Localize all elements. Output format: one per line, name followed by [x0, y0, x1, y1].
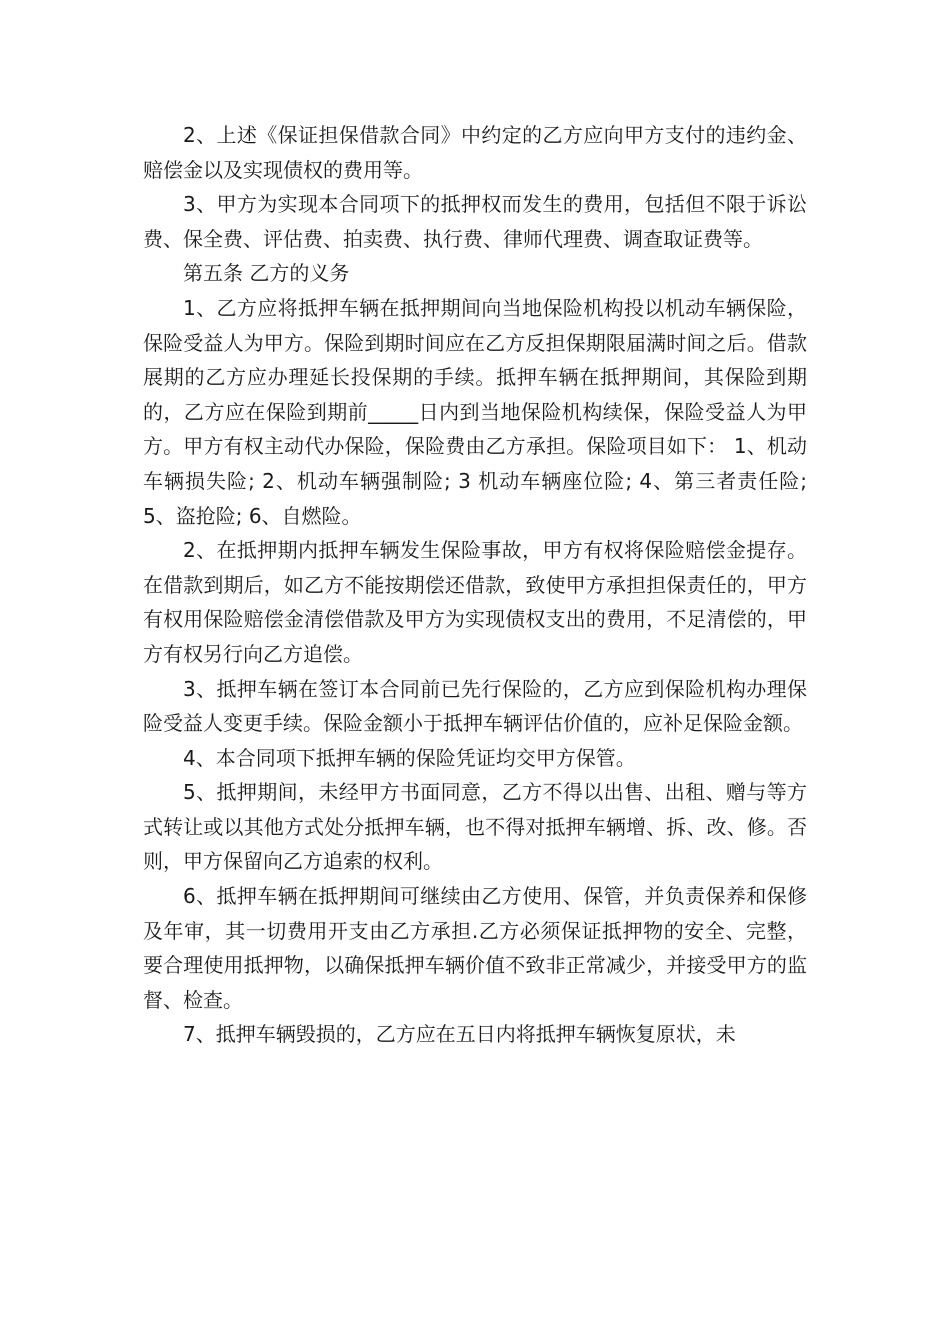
clause-5-item-4: 4、本合同项下抵押车辆的保险凭证均交甲方保管。	[183, 745, 636, 770]
clause-5-item-3: 3、抵押车辆在签订本合同前已先行保险的，乙方应到保险机构办理保险受益人变更手续。保险金额小于抵押车辆评估价值的，应补足保险金额。	[143, 676, 807, 736]
clause-5-item-7: 7、抵押车辆毁损的，乙方应在五日内将抵押车辆恢复原状，未	[183, 1022, 736, 1047]
clause-5-item-5: 5、抵押期间，未经甲方书面同意，乙方不得以出售、出租、赠与等方式转让或以其他方式处分抵押车辆，也不得对抵押车辆增、拆、改、修。否则，甲方保留向乙方追索的权利。	[143, 780, 807, 874]
clause-4-item-3: 3、甲方为实现本合同项下的抵押权而发生的费用，包括但不限于诉讼费、保全费、评估费、拍卖费、执行费、律师代理费、调查取证费等。	[143, 192, 807, 251]
clause-4-item-2: 2、上述《保证担保借款合同》中约定的乙方应向甲方支付的违约金、赔偿金以及实现债权的费用等。	[143, 123, 807, 182]
clause-5-item-2: 2、在抵押期内抵押车辆发生保险事故，甲方有权将保险赔偿金提存。在借款到期后，如乙方不能按期偿还借款，致使甲方承担担保责任的，甲方有权用保险赔偿金清偿借款及甲方为实现债权支出的费用，不足清偿的，甲方有权另行向乙方追偿。	[143, 538, 807, 666]
clause-5-item-6: 6、抵押车辆在抵押期间可继续由乙方使用、保管，并负责保养和保修及年审，其一切费用开支由乙方承担.乙方必须保证抵押物的安全、完整，要合理使用抵押物，以确保抵押车辆价值不致非正常减少，并接受甲方的监督、检查。	[143, 884, 807, 1012]
clause-5-item-1: 1、乙方应将抵押车辆在抵押期间向当地保险机构投以机动车辆保险，保险受益人为甲方。保险到期时间应在乙方反担保期限届满时间之后。借款展期的乙方应办理延长投保期的手续。抵押车辆在抵押期间，其保险到期的，乙方应在保险到期前_____日内到当地保险机构续保，保险受益人为甲方。甲方有权主动代办保险，保险费由乙方承担。保险项目如下： 1、机动车辆损失险; 2、机动车辆强制险; 3 机动车辆座位险; 4、第三者责任险; 5、盗抢险; 6、自燃险。	[143, 295, 807, 528]
article-5-heading: 第五条 乙方的义务	[183, 261, 350, 286]
